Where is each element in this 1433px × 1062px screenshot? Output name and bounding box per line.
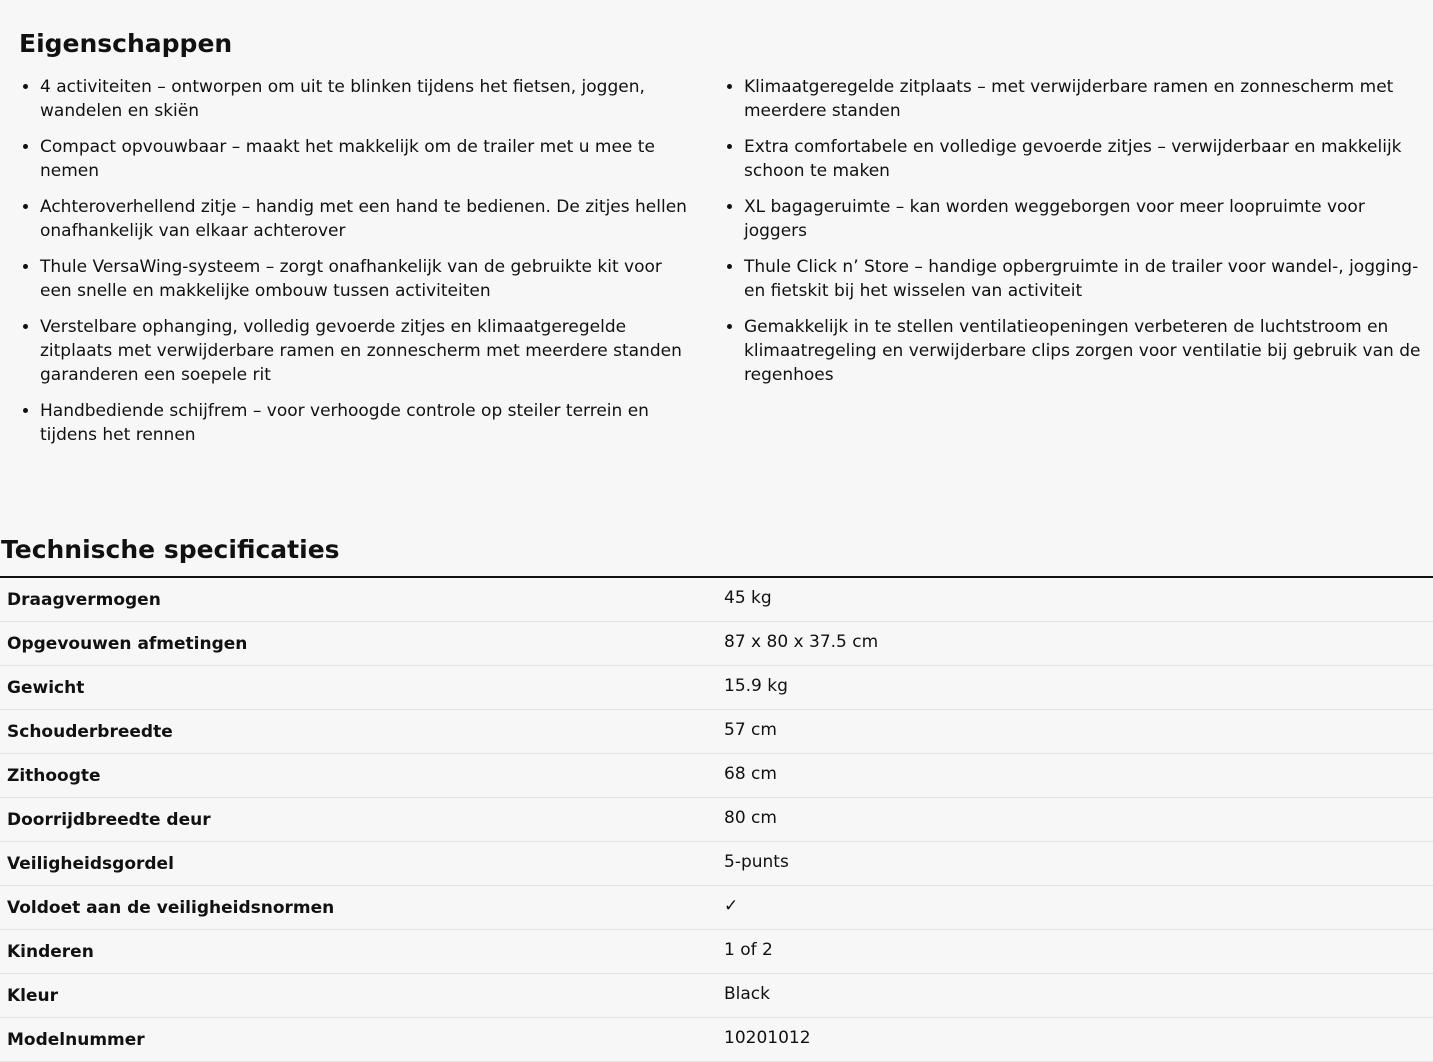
spec-row-veiligheidsnormen <box>0 886 1433 930</box>
spec-value: ✓ <box>717 886 1433 930</box>
features-title: Eigenschappen <box>19 29 233 58</box>
spec-row-kleur <box>0 974 1433 1018</box>
spec-label: Schouderbreedte <box>0 710 717 754</box>
spec-row-afmetingen <box>0 622 1433 666</box>
specs-title: Technische specificaties <box>1 535 340 564</box>
feature-list-right <box>724 75 1424 399</box>
spec-label: Kleur <box>0 974 717 1018</box>
spec-label: Kinderen <box>0 930 717 974</box>
feature-item: • Gemakkelijk in te stellen ventilatieopeningen verbeteren de luchtstroom en klimaatregeling en verwijderbare clips zorgen voor ventilatie bij gebruik van de regenhoes <box>744 315 1424 387</box>
feature-item: • Klimaatgeregelde zitplaats – met verwijderbare ramen en zonnescherm met meerdere standen <box>744 75 1424 123</box>
spec-value: 10201012 <box>717 1018 1433 1062</box>
spec-label: Doorrijdbreedte deur <box>0 798 717 842</box>
spec-label: Veiligheidsgordel <box>0 842 717 886</box>
spec-label: Gewicht <box>0 666 717 710</box>
spec-row-kinderen <box>0 930 1433 974</box>
spec-table <box>0 576 1433 1062</box>
spec-value: 87 x 80 x 37.5 cm <box>717 622 1433 666</box>
spec-row-modelnummer <box>0 1018 1433 1062</box>
feature-item: • 4 activiteiten – ontworpen om uit te blinken tijdens het fietsen, joggen, wandelen en skiën <box>40 75 690 123</box>
spec-row-schouderbreedte <box>0 710 1433 754</box>
feature-item: • Thule VersaWing-systeem – zorgt onafhankelijk van de gebruikte kit voor een snelle en makkelijke ombouw tussen activiteiten <box>40 255 690 303</box>
spec-value: 68 cm <box>717 754 1433 798</box>
spec-value: 57 cm <box>717 710 1433 754</box>
spec-row-veiligheidsgordel <box>0 842 1433 886</box>
spec-label: Draagvermogen <box>0 577 717 622</box>
spec-row-zithoogte <box>0 754 1433 798</box>
feature-item: • Verstelbare ophanging, volledig gevoerde zitjes en klimaatgeregelde zitplaats met verwijderbare ramen en zonnescherm met meerdere standen garanderen een soepele rit <box>40 315 690 387</box>
feature-item: • Achteroverhellend zitje – handig met een hand te bedienen. De zitjes hellen onafhankelijk van elkaar achterover <box>40 195 690 243</box>
spec-label: Modelnummer <box>0 1018 717 1062</box>
spec-value: 5-punts <box>717 842 1433 886</box>
spec-value: Black <box>717 974 1433 1018</box>
spec-row-doorrijdbreedte <box>0 798 1433 842</box>
spec-row-gewicht <box>0 666 1433 710</box>
feature-item: • Handbediende schijfrem – voor verhoogde controle op steiler terrein en tijdens het rennen <box>40 399 690 447</box>
feature-list-left <box>20 75 690 459</box>
specs-section <box>0 530 1433 1062</box>
feature-item: • Thule Click n’ Store – handige opbergruimte in de trailer voor wandel-, jogging- en fietskit bij het wisselen van activiteit <box>744 255 1424 303</box>
feature-item: • Compact opvouwbaar – maakt het makkelijk om de trailer met u mee te nemen <box>40 135 690 183</box>
spec-label: Voldoet aan de veiligheidsnormen <box>0 886 717 930</box>
spec-value: 15.9 kg <box>717 666 1433 710</box>
spec-value: 80 cm <box>717 798 1433 842</box>
spec-value: 45 kg <box>717 577 1433 622</box>
feature-item: • XL bagageruimte – kan worden weggeborgen voor meer loopruimte voor joggers <box>744 195 1424 243</box>
spec-label: Opgevouwen afmetingen <box>0 622 717 666</box>
feature-item: • Extra comfortabele en volledige gevoerde zitjes – verwijderbaar en makkelijk schoon te maken <box>744 135 1424 183</box>
spec-label: Zithoogte <box>0 754 717 798</box>
spec-row-draagvermogen <box>0 577 1433 622</box>
spec-value: 1 of 2 <box>717 930 1433 974</box>
